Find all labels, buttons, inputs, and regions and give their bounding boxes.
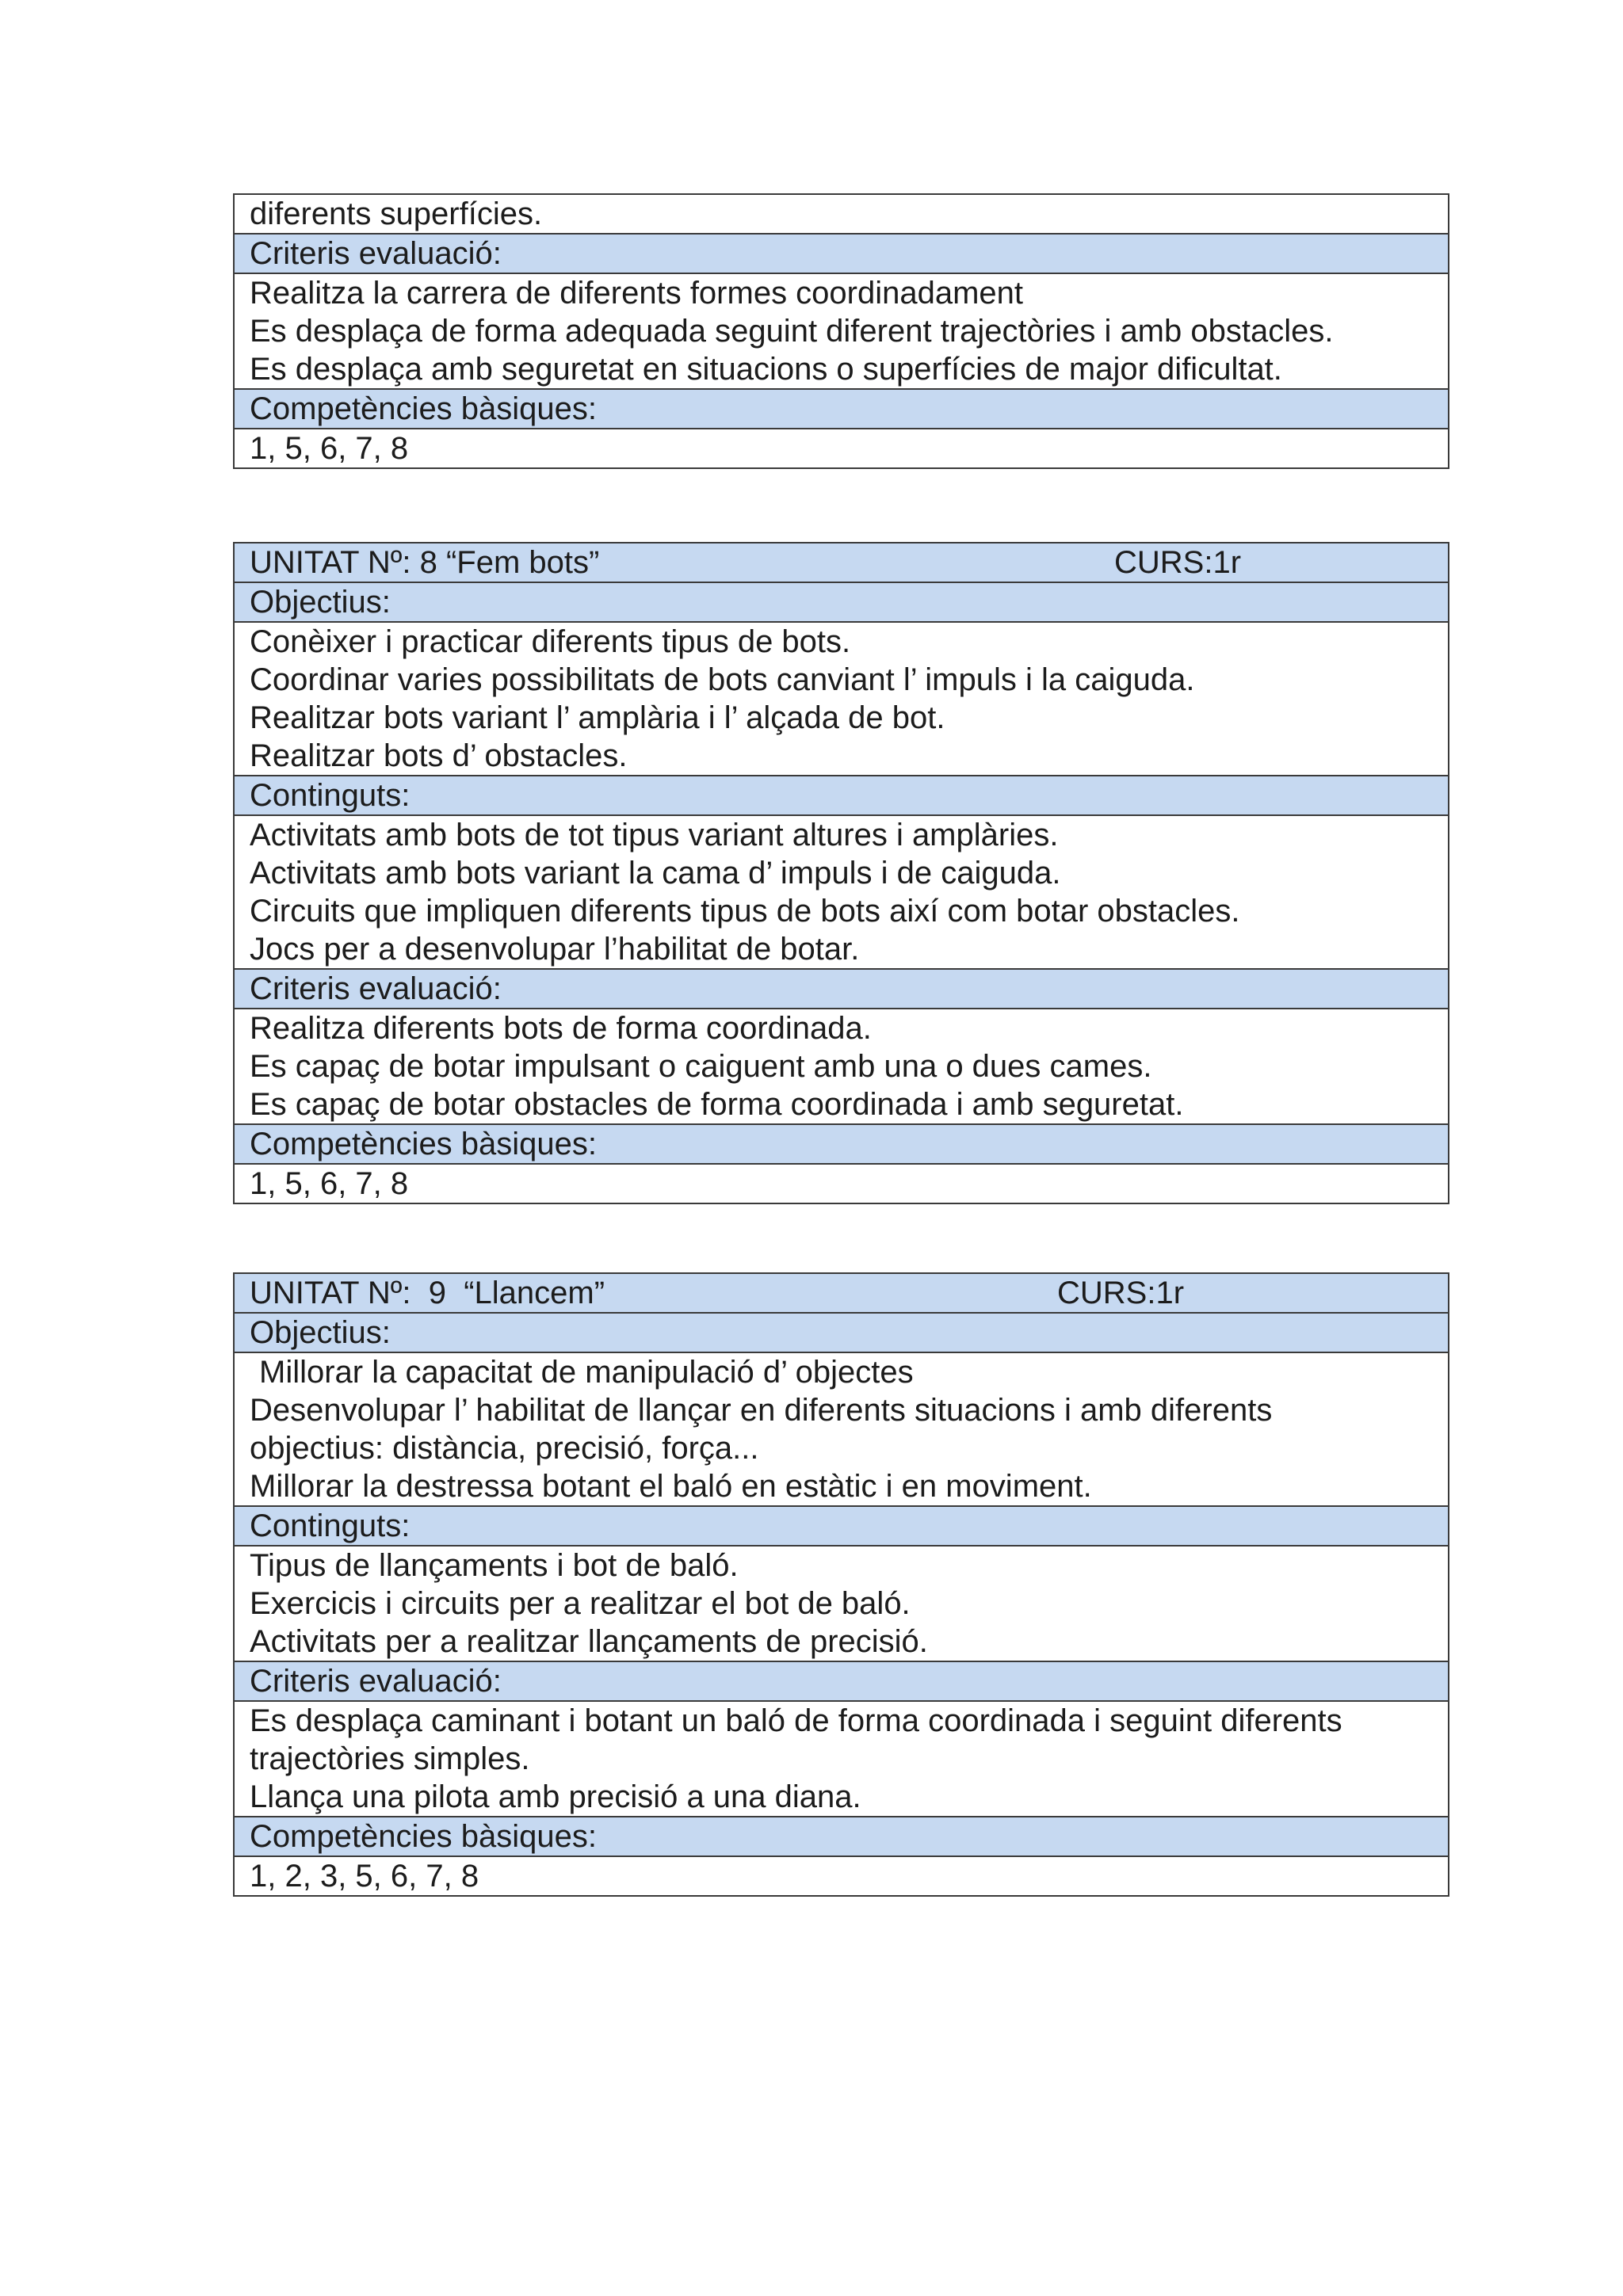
- competencies-label: Competències bàsiques:: [250, 1819, 598, 1854]
- unit-table-9: [233, 1272, 1449, 1897]
- criteris-item: trajectòries simples.: [250, 1741, 530, 1776]
- objectius-item: Conèixer i practicar diferents tipus de bots.: [250, 624, 851, 659]
- criteris-item: Es desplaça caminant i botant un baló de forma coordinada i seguint diferents: [250, 1703, 1342, 1738]
- criteris-item: Es desplaça de forma adequada seguint diferent trajectòries i amb obstacles.: [250, 314, 1334, 349]
- competencies-header: [234, 389, 1449, 429]
- competencies-cell: [234, 1856, 1449, 1896]
- objectius-label: Objectius:: [250, 585, 391, 620]
- continguts-header: [234, 1506, 1449, 1546]
- competencies-value: 1, 5, 6, 7, 8: [250, 431, 409, 466]
- continguts-item: Activitats amb bots de tot tipus variant altures i amplàries.: [250, 818, 1059, 852]
- objectius-item: objectius: distància, precisió, força...: [250, 1431, 759, 1466]
- competencies-label: Competències bàsiques:: [250, 391, 598, 426]
- unit-title-header: [234, 543, 1449, 582]
- continguts-item: Activitats per a realitzar llançaments de precisió.: [250, 1624, 928, 1659]
- objectius-cell: [234, 622, 1449, 776]
- continguts-item: Exercicis i circuits per a realitzar el bot de baló.: [250, 1586, 911, 1621]
- competencies-header: [234, 1124, 1449, 1164]
- criteris-item: Realitza diferents bots de forma coordinada.: [250, 1011, 872, 1046]
- objectius-item: Realitzar bots d’ obstacles.: [250, 738, 628, 773]
- objectius-item: Desenvolupar l’ habilitat de llançar en diferents situacions i amb diferents: [250, 1393, 1273, 1428]
- objectius-item: Millorar la capacitat de manipulació d’ objectes: [259, 1355, 914, 1390]
- continguts-label: Continguts:: [250, 778, 411, 813]
- objectius-label: Objectius:: [250, 1315, 391, 1350]
- unit-title: UNITAT Nº: 9 “Llancem”: [250, 1276, 605, 1310]
- criteris-item: Es desplaça amb seguretat en situacions o superfícies de major dificultat.: [250, 352, 1282, 387]
- continguts-cell: [234, 815, 1449, 969]
- unit-table-continuation: [233, 193, 1449, 469]
- competencies-value: 1, 2, 3, 5, 6, 7, 8: [250, 1859, 479, 1894]
- continguts-item: Tipus de llançaments i bot de baló.: [250, 1548, 739, 1583]
- criteris-label: Criteris evaluació:: [250, 236, 502, 271]
- continguts-header: [234, 776, 1449, 815]
- objectius-cell: [234, 1352, 1449, 1506]
- competencies-cell: [234, 1164, 1449, 1203]
- objectius-header: [234, 1313, 1449, 1352]
- unit-curs: CURS:1r: [1057, 1276, 1185, 1310]
- criteris-item: Realitza la carrera de diferents formes coordinadament: [250, 276, 1024, 311]
- continguts-label: Continguts:: [250, 1508, 411, 1543]
- criteris-item: Es capaç de botar obstacles de forma coordinada i amb seguretat.: [250, 1087, 1184, 1122]
- continguts-item: Circuits que impliquen diferents tipus de bots així com botar obstacles.: [250, 894, 1240, 929]
- criteris-label: Criteris evaluació:: [250, 1664, 502, 1699]
- competencies-cell: [234, 429, 1449, 468]
- continguts-item: Activitats amb bots variant la cama d’ impuls i de caiguda.: [250, 856, 1061, 891]
- unit-table-8: [233, 542, 1449, 1204]
- continuation-cell: [234, 194, 1449, 234]
- competencies-header: [234, 1817, 1449, 1856]
- criteris-cell: [234, 1701, 1449, 1817]
- continuation-text: diferents superfícies.: [250, 196, 543, 231]
- criteris-cell: [234, 273, 1449, 389]
- competencies-label: Competències bàsiques:: [250, 1127, 598, 1161]
- criteris-header: [234, 1661, 1449, 1701]
- unit-curs: CURS:1r: [1114, 545, 1242, 580]
- competencies-value: 1, 5, 6, 7, 8: [250, 1166, 409, 1201]
- criteris-header: [234, 969, 1449, 1009]
- criteris-item: Llança una pilota amb precisió a una diana.: [250, 1779, 861, 1814]
- objectius-header: [234, 582, 1449, 622]
- continguts-cell: [234, 1546, 1449, 1661]
- criteris-label: Criteris evaluació:: [250, 971, 502, 1006]
- continguts-item: Jocs per a desenvolupar l’habilitat de botar.: [250, 932, 860, 967]
- criteris-cell: [234, 1009, 1449, 1124]
- unit-title: UNITAT Nº: 8 “Fem bots”: [250, 545, 600, 580]
- criteris-header: [234, 234, 1449, 273]
- objectius-item: Realitzar bots variant l’ amplària i l’ alçada de bot.: [250, 700, 945, 735]
- objectius-item: Coordinar varies possibilitats de bots canviant l’ impuls i la caiguda.: [250, 662, 1195, 697]
- unit-title-header: [234, 1273, 1449, 1313]
- objectius-item: Millorar la destressa botant el baló en estàtic i en moviment.: [250, 1469, 1092, 1504]
- criteris-item: Es capaç de botar impulsant o caiguent amb una o dues cames.: [250, 1049, 1152, 1084]
